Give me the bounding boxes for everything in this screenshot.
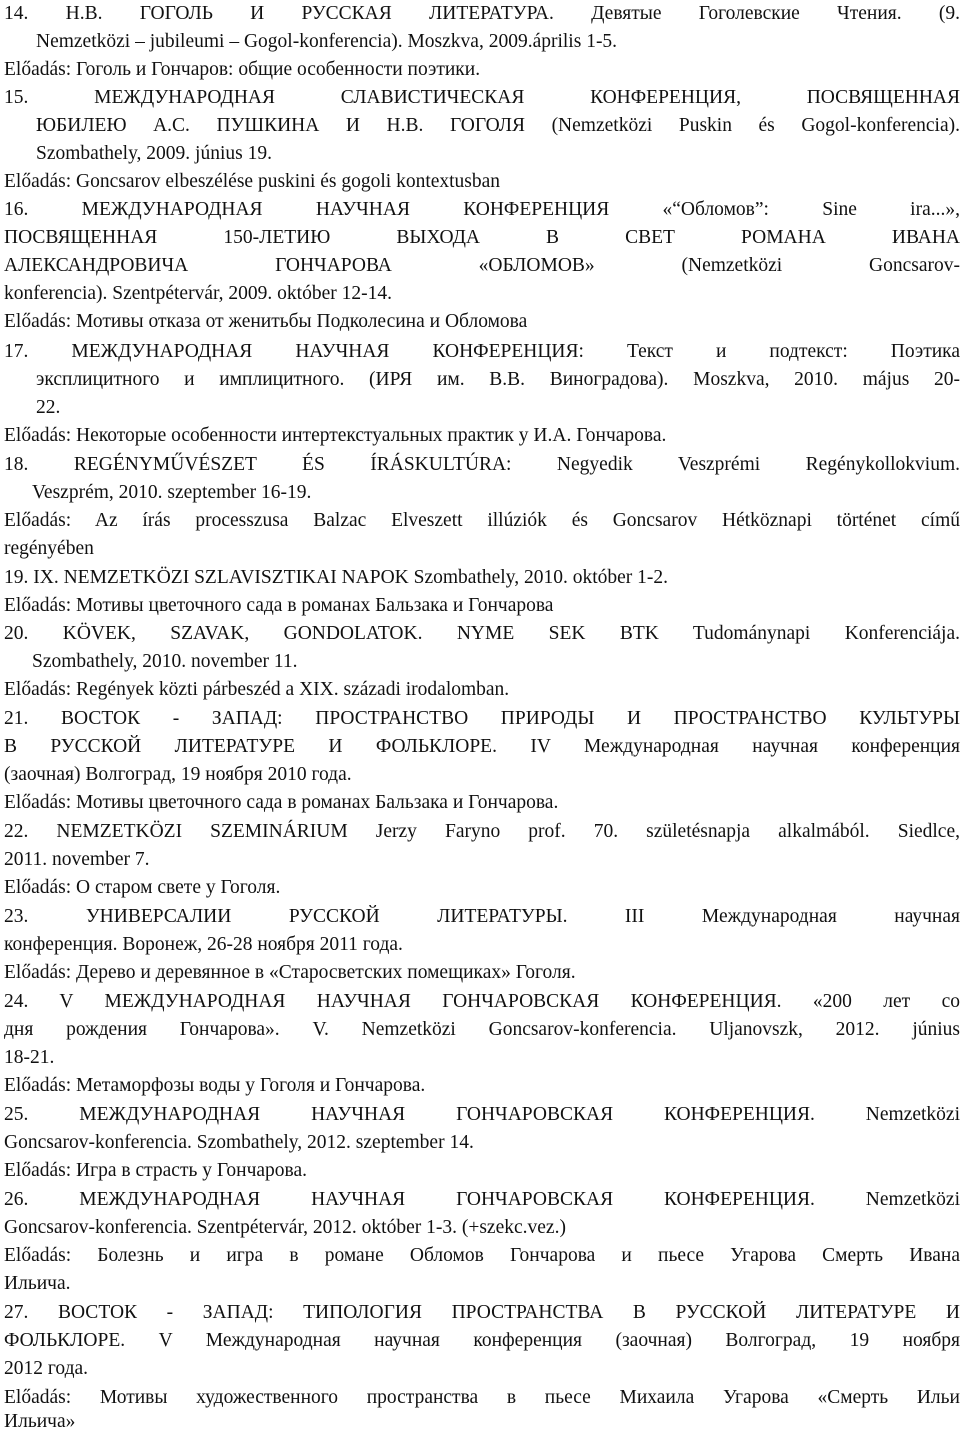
entry-21-details: (заочная) Волгоград, 19 ноября 2010 года. [4, 764, 352, 785]
entry-17-details: 22. [36, 397, 61, 418]
entry-21-details: В РУССКОЙ ЛИТЕРАТУРЕ И ФОЛЬКЛОРЕ. IV Международная научная конференция [4, 736, 960, 757]
entry-18-heading: 18. REGÉNYMŰVÉSZET ÉS ÍRÁSKULTÚRA: Negyedik Veszprémi Regénykollokvium. [4, 454, 960, 475]
entry-15-details: Szombathely, 2009. június 19. [36, 143, 272, 164]
entry-27-talk: Előadás: Мотивы художественного пространства в пьесе Михаила Угарова «Смерть Ильи [4, 1387, 960, 1408]
entry-16-details: АЛЕКСАНДРОВИЧА ГОНЧАРОВА «ОБЛОМОВ» (Nemzetközi Goncsarov- [4, 255, 960, 276]
entry-16-details: konferencia). Szentpétervár, 2009. október 12-14. [4, 283, 392, 304]
entry-17-details: эксплицитного и имплицитного. (ИРЯ им. В.В. Виноградова). Moszkva, 2010. május 20- [36, 369, 960, 390]
entry-21-talk: Előadás: Мотивы цветочного сада в романах Бальзака и Гончарова. [4, 792, 559, 813]
entry-25-heading: 25. МЕЖДУНАРОДНАЯ НАУЧНАЯ ГОНЧАРОВСКАЯ КОНФЕРЕНЦИЯ. Nemzetközi [4, 1104, 960, 1125]
entry-26-heading: 26. МЕЖДУНАРОДНАЯ НАУЧНАЯ ГОНЧАРОВСКАЯ КОНФЕРЕНЦИЯ. Nemzetközi [4, 1189, 960, 1210]
entry-23-details: конференция. Воронеж, 26-28 ноября 2011 года. [4, 934, 403, 955]
entry-18-details: Veszprém, 2010. szeptember 16-19. [32, 482, 312, 503]
entry-16-talk: Előadás: Мотивы отказа от женитьбы Подколесина и Обломова [4, 311, 528, 332]
entry-14-talk: Előadás: Гоголь и Гончаров: общие особенности поэтики. [4, 59, 481, 80]
entry-14-heading: 14. Н.В. ГОГОЛЬ И РУССКАЯ ЛИТЕРАТУРА. Девятые Гоголевские Чтения. (9. [4, 3, 960, 24]
entry-16-heading: 16. МЕЖДУНАРОДНАЯ НАУЧНАЯ КОНФЕРЕНЦИЯ «“Обломов”: Sine ira...», [4, 199, 960, 220]
entry-15-heading: 15. МЕЖДУНАРОДНАЯ СЛАВИСТИЧЕСКАЯ КОНФЕРЕНЦИЯ, ПОСВЯЩЕННАЯ [4, 87, 960, 108]
entry-27-details: ФОЛЬКЛОРЕ. V Международная научная конференция (заочная) Волгоград, 19 ноября [4, 1330, 960, 1351]
entry-20-heading: 20. KÖVEK, SZAVAK, GONDOLATOK. NYME SEK BTK Tudománynapi Konferenciája. [4, 623, 960, 644]
entry-20-talk: Előadás: Regények közti párbeszéd a XIX. századi irodalomban. [4, 679, 510, 700]
entry-27-heading: 27. ВОСТОК - ЗАПАД: ТИПОЛОГИЯ ПРОСТРАНСТВА В РУССКОЙ ЛИТЕРАТУРЕ И [4, 1302, 960, 1323]
entry-16-details: ПОСВЯЩЕННАЯ 150-ЛЕТИЮ ВЫХОДА В СВЕТ РОМАНА ИВАНА [4, 227, 960, 248]
entry-21-heading: 21. ВОСТОК - ЗАПАД: ПРОСТРАНСТВО ПРИРОДЫ И ПРОСТРАНСТВО КУЛЬТУРЫ [4, 708, 960, 729]
entry-26-talk: Előadás: Болезнь и игра в романе Обломов Гончарова и пьесе Угарова Смерть Ивана [4, 1245, 960, 1266]
entry-27-talk: Ильича» [4, 1411, 76, 1432]
entry-26-talk: Ильича. [4, 1273, 71, 1294]
entry-27-details: 2012 года. [4, 1358, 89, 1379]
entry-15-talk: Előadás: Goncsarov elbeszélése puskini és gogoli kontextusban [4, 171, 501, 192]
entry-22-heading: 22. NEMZETKÖZI SZEMINÁRIUM Jerzy Faryno prof. 70. születésnapja alkalmából. Siedlce, [4, 821, 960, 842]
entry-18-talk: Előadás: Az írás processzusa Balzac Elveszett illúziók és Goncsarov Hétköznapi történet című [4, 510, 960, 531]
entry-18-talk: regényében [4, 538, 94, 559]
entry-19-heading: 19. IX. NEMZETKÖZI SZLAVISZTIKAI NAPOK Szombathely, 2010. október 1-2. [4, 567, 668, 588]
entry-17-talk: Előadás: Некоторые особенности интертекстуальных практик у И.А. Гончарова. [4, 425, 667, 446]
entry-24-details: дня рождения Гончарова». V. Nemzetközi Goncsarov-konferencia. Uljanovszk, 2012. június [4, 1019, 960, 1040]
entry-23-talk: Előadás: Дерево и деревянное в «Старосветских помещиках» Гоголя. [4, 962, 576, 983]
entry-15-details: ЮБИЛЕЮ А.С. ПУШКИНА И Н.В. ГОГОЛЯ (Nemzetközi Puskin és Gogol-konferencia). [36, 115, 960, 136]
entry-17-heading: 17. МЕЖДУНАРОДНАЯ НАУЧНАЯ КОНФЕРЕНЦИЯ: Текст и подтекст: Поэтика [4, 341, 960, 362]
entry-14-details: Nemzetközi – jubileumi – Gogol-konferencia). Moszkva, 2009.április 1-5. [36, 31, 618, 52]
entry-20-details: Szombathely, 2010. november 11. [32, 651, 298, 672]
entry-22-details: 2011. november 7. [4, 849, 150, 870]
entry-25-details: Goncsarov-konferencia. Szombathely, 2012. szeptember 14. [4, 1132, 474, 1153]
entry-24-heading: 24. V МЕЖДУНАРОДНАЯ НАУЧНАЯ ГОНЧАРОВСКАЯ КОНФЕРЕНЦИЯ. «200 лет со [4, 991, 960, 1012]
entry-25-talk: Előadás: Игра в страсть у Гончарова. [4, 1160, 308, 1181]
entry-19-talk: Előadás: Мотивы цветочного сада в романах Бальзака и Гончарова [4, 595, 554, 616]
entry-24-talk: Előadás: Метаморфозы воды у Гоголя и Гончарова. [4, 1075, 426, 1096]
entry-22-talk: Előadás: О старом свете у Гоголя. [4, 877, 281, 898]
entry-26-details: Goncsarov-konferencia. Szentpétervár, 2012. október 1-3. (+szekc.vez.) [4, 1217, 566, 1238]
entry-24-details: 18-21. [4, 1047, 55, 1068]
entry-23-heading: 23. УНИВЕРСАЛИИ РУССКОЙ ЛИТЕРАТУРЫ. III Международная научная [4, 906, 960, 927]
